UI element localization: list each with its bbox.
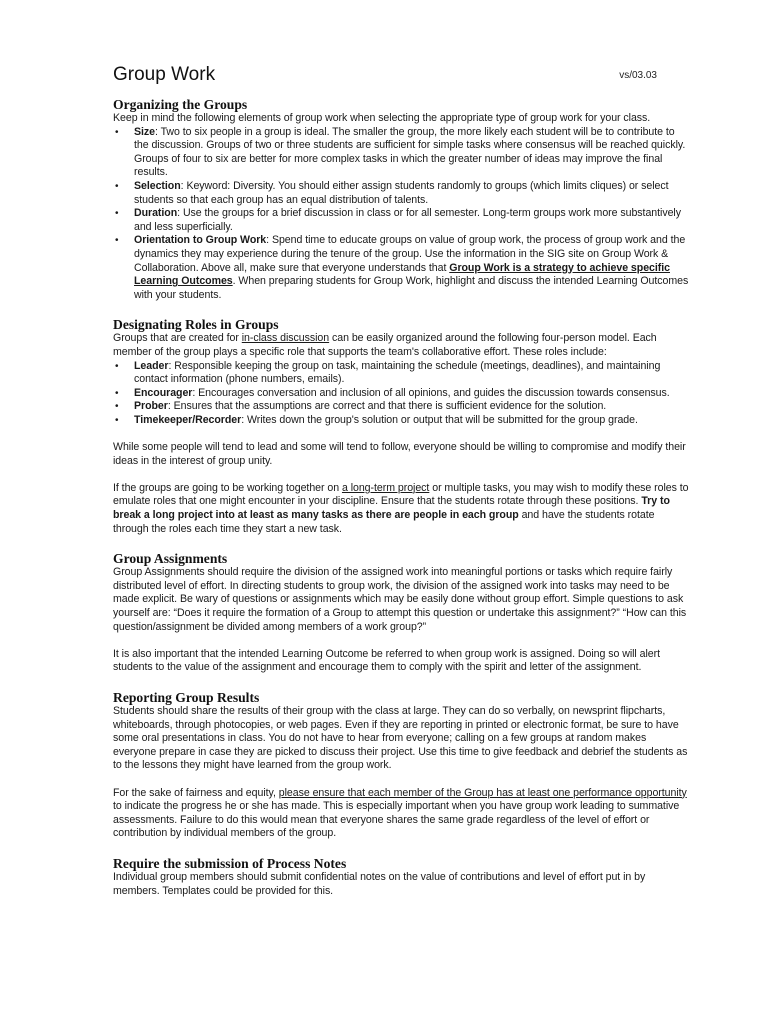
roles-intro-before: Groups that are created for <box>113 332 242 345</box>
list-item-text-after: . When preparing students for Group Work, highlight and discuss the intended Learning Outcomes with your students. <box>134 275 689 301</box>
list-item-text: : Responsible keeping the group on task, maintaining the schedule (meetings, deadlines), and maintaining contact information (phone numbers, emails). <box>134 359 661 386</box>
organizing-list <box>113 126 689 303</box>
bullet-icon: • <box>115 401 119 413</box>
list-item <box>113 400 689 414</box>
assignments-paragraph-1: Group Assignments should require the division of the assigned work into meaningful portions or tasks which require fairly distributed level of effort. In directing students to group work, the division of the assigned work into tasks may need to be made explicit. Be wary of questions or assignments which may be easily done without group effort. Simple questions to ask yourself are: “Does it require the formation of a Group to attempt this question or undertake this assignment?” “How can this question/assignment be divided among members of a work group?” <box>113 566 687 633</box>
performance-opportunity-link[interactable]: please ensure that each member of the Group has at least one performance opportunity <box>278 786 687 799</box>
list-item-text: : Keyword: Diversity. You should either assign students randomly to groups (which limits cliques) or select students so that each group has an equal distribution of talents. <box>134 179 669 206</box>
roles-para3-bold: Try to break a long project into at least as many tasks as there are people in each group <box>113 495 670 522</box>
roles-intro-after: can be easily organized around the following four-person model. Each member of the group plays a specific role that supports the team's collaborative effort. These roles include: <box>113 332 657 358</box>
list-item <box>113 234 689 302</box>
list-item-text: : Use the groups for a brief discussion in class or for all semester. Long-term groups work more substantively and less superficially. <box>134 207 681 233</box>
bullet-icon: • <box>115 180 119 192</box>
roles-list <box>113 360 689 428</box>
page-title: Group Work <box>113 64 216 85</box>
assignments-paragraph-2: It is also important that the intended Learning Outcome be referred to when group work is assigned. Doing so will alert students to the value of the assignment and encourage them to comply with the spirit and letter of the assignment. <box>113 647 660 674</box>
list-item-text: : Ensures that the assumptions are correct and that there is sufficient evidence for the solution. <box>167 400 607 413</box>
reporting-para2-after: to indicate the progress he or she has made. This is especially important when you have group work leading to summative assessments. Failure to do this would mean that everyone shares the same grade regardless of the level of effort or contribution by individual members of the group. <box>113 800 680 840</box>
list-item <box>113 207 689 234</box>
bullet-icon: • <box>115 126 119 138</box>
bullet-icon: • <box>115 235 119 247</box>
reporting-paragraph-1: Students should share the results of their group with the class at large. They can do so verbally, on newsprint flipcharts, whiteboards, through photocopies, or web pages. Even if they are reporting in printed or electronic format, be sure to have some oral presentations in class. You do not have to hear from everyone; calling on a few groups at random makes everyone prepare in case they are picked to discuss their project. Use this time to give feedback and debrief the students as to the lessons they might have learned from the group work. <box>113 704 688 772</box>
roles-paragraph-2: While some people will tend to lead and some will tend to follow, everyone should be willing to compromise and modify their ideas in the interest of group unity. <box>113 441 686 467</box>
heading-group-assignments: Group Assignments <box>113 551 228 567</box>
list-item-term: Selection <box>134 179 181 192</box>
roles-intro <box>113 332 689 359</box>
list-item-term: Orientation to Group Work <box>134 234 267 247</box>
roles-para3-before: If the groups are going to be working together on <box>113 481 342 494</box>
version-label: vs/03.03 <box>619 70 657 81</box>
bullet-icon: • <box>115 360 119 372</box>
bullet-icon: • <box>115 387 119 399</box>
organizing-intro: Keep in mind the following elements of group work when selecting the appropriate type of group work for your class. <box>113 112 651 124</box>
list-item-text: : Writes down the group's solution or output that will be submitted for the group grade. <box>241 413 638 426</box>
long-term-project-link[interactable]: a long-term project <box>341 481 430 494</box>
reporting-paragraph-2 <box>113 787 689 841</box>
heading-reporting-results: Reporting Group Results <box>113 689 260 705</box>
process-paragraph-1: Individual group members should submit confidential notes on the value of contributions and level of effort put in by members. Templates could be provided for this. <box>113 870 646 897</box>
heading-designating-roles: Designating Roles in Groups <box>113 317 279 333</box>
reporting-para2-before: For the sake of fairness and equity, <box>113 786 279 799</box>
list-item-term: Encourager <box>134 386 193 399</box>
bullet-icon: • <box>115 208 119 220</box>
document-body <box>113 62 689 898</box>
roles-para3-mid: or multiple tasks, you may wish to modify these roles to emulate roles that one might encounter in your discipline. Ensure that the students rotate through these positions. <box>113 481 689 508</box>
list-item <box>113 387 689 401</box>
list-item-text: : Spend time to educate groups on value of group work, the process of group work and the dynamics they may experience during the tenure of the group. Use the information in the SIG site on Group Work & Collaboration. Above all, make sure that everyone understands that <box>134 234 686 274</box>
bullet-icon: • <box>115 414 119 426</box>
list-item-text: : Encourages conversation and inclusion of all opinions, and guides the discussion towards consensus. <box>192 386 670 399</box>
list-item-term: Duration <box>134 207 178 220</box>
heading-organizing-groups: Organizing the Groups <box>113 97 248 112</box>
roles-para3-after: and have the students rotate through the roles each time they start a new task. <box>113 509 655 535</box>
heading-process-notes: Require the submission of Process Notes <box>113 855 347 871</box>
roles-paragraph-3 <box>113 482 689 536</box>
list-item <box>113 414 689 428</box>
list-item-term: Leader <box>134 359 169 372</box>
emphasis-text: Group Work is a strategy to achieve specific Learning Outcomes <box>134 261 670 288</box>
title-row <box>113 62 689 88</box>
list-item <box>113 180 689 207</box>
list-item <box>113 360 689 387</box>
list-item-text: : Two to six people in a group is ideal. The smaller the group, the more likely each student will be to contribute to the discussion. Groups of two or three students are sufficient for simple tasks where consensus will be reached quickly. Groups of four to six are better for more complex tasks in which the greater number of ideas may improve the final results. <box>134 125 686 179</box>
list-item-term: Size <box>134 125 155 138</box>
list-item-term: Timekeeper/Recorder <box>134 413 242 426</box>
in-class-discussion-link[interactable]: in-class discussion <box>241 332 330 345</box>
list-item <box>113 126 689 180</box>
list-item-term: Prober <box>134 400 168 413</box>
